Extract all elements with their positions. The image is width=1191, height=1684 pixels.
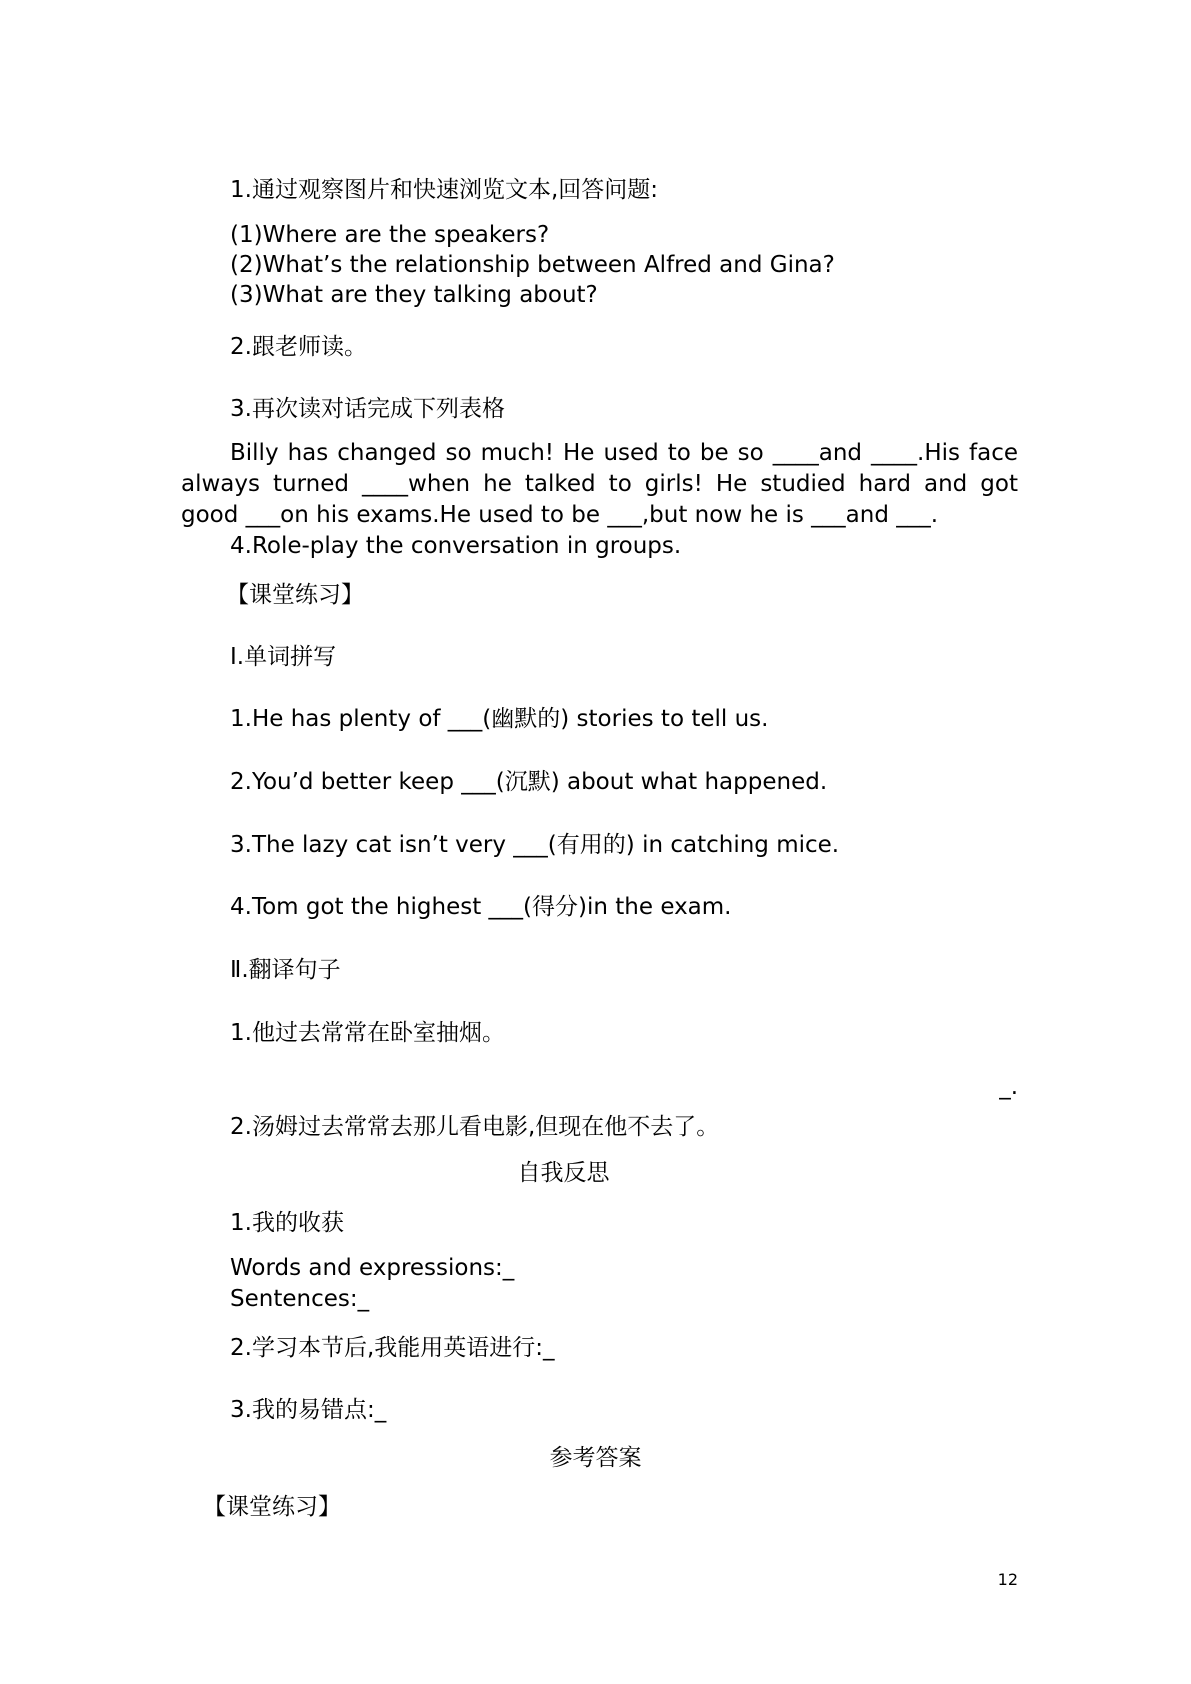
reflection-item-2: 2.学习本节后,我能用英语进行:_ — [230, 1335, 555, 1361]
translate-item-2: 2.汤姆过去常常去那儿看电影,但现在他不去了。 — [230, 1114, 720, 1140]
spelling-item-1: 1.He has plenty of ___(幽默的) stories to tell us. — [230, 706, 769, 732]
spelling-item-3: 3.The lazy cat isn’t very ___(有用的) in catching mice. — [230, 832, 840, 858]
passage-line-2: always turned ____when he talked to girls! He studied hard and got — [181, 471, 1018, 497]
passage-line-1: Billy has changed so much! He used to be so ____and ____.His face — [230, 440, 1018, 466]
reflection-sentences: Sentences:_ — [230, 1286, 370, 1312]
translate-answer-blank: _. — [999, 1074, 1018, 1100]
spelling-item-2: 2.You’d better keep ___(沉默) about what happened. — [230, 769, 828, 795]
practice-heading: 【课堂练习】 — [226, 582, 364, 608]
reflection-item-3: 3.我的易错点:_ — [230, 1397, 387, 1423]
translate-item-1: 1.他过去常常在卧室抽烟。 — [230, 1020, 505, 1046]
reflection-item-1: 1.我的收获 — [230, 1210, 344, 1236]
reflection-title: 自我反思 — [517, 1160, 610, 1186]
task4-instruction: 4.Role-play the conversation in groups. — [230, 533, 682, 559]
answers-title: 参考答案 — [549, 1445, 642, 1471]
task3-instruction: 3.再次读对话完成下列表格 — [230, 396, 505, 422]
page-number: 12 — [997, 1570, 1018, 1589]
part1-title: Ⅰ.单词拼写 — [230, 644, 337, 670]
question-3: (3)What are they talking about? — [230, 282, 598, 308]
spelling-item-4: 4.Tom got the highest ___(得分)in the exam. — [230, 894, 732, 920]
part2-title: Ⅱ.翻译句子 — [230, 957, 341, 983]
task2-instruction: 2.跟老师读。 — [230, 334, 367, 360]
question-2: (2)What’s the relationship between Alfred and Gina? — [230, 252, 835, 278]
passage-line-3: good ___on his exams.He used to be ___,but now he is ___and ___. — [181, 502, 939, 528]
reflection-words: Words and expressions:_ — [230, 1255, 515, 1281]
answers-heading: 【课堂练习】 — [203, 1494, 341, 1520]
question-1: (1)Where are the speakers? — [230, 222, 550, 248]
task1-instruction: 1.通过观察图片和快速浏览文本,回答问题: — [230, 177, 659, 203]
